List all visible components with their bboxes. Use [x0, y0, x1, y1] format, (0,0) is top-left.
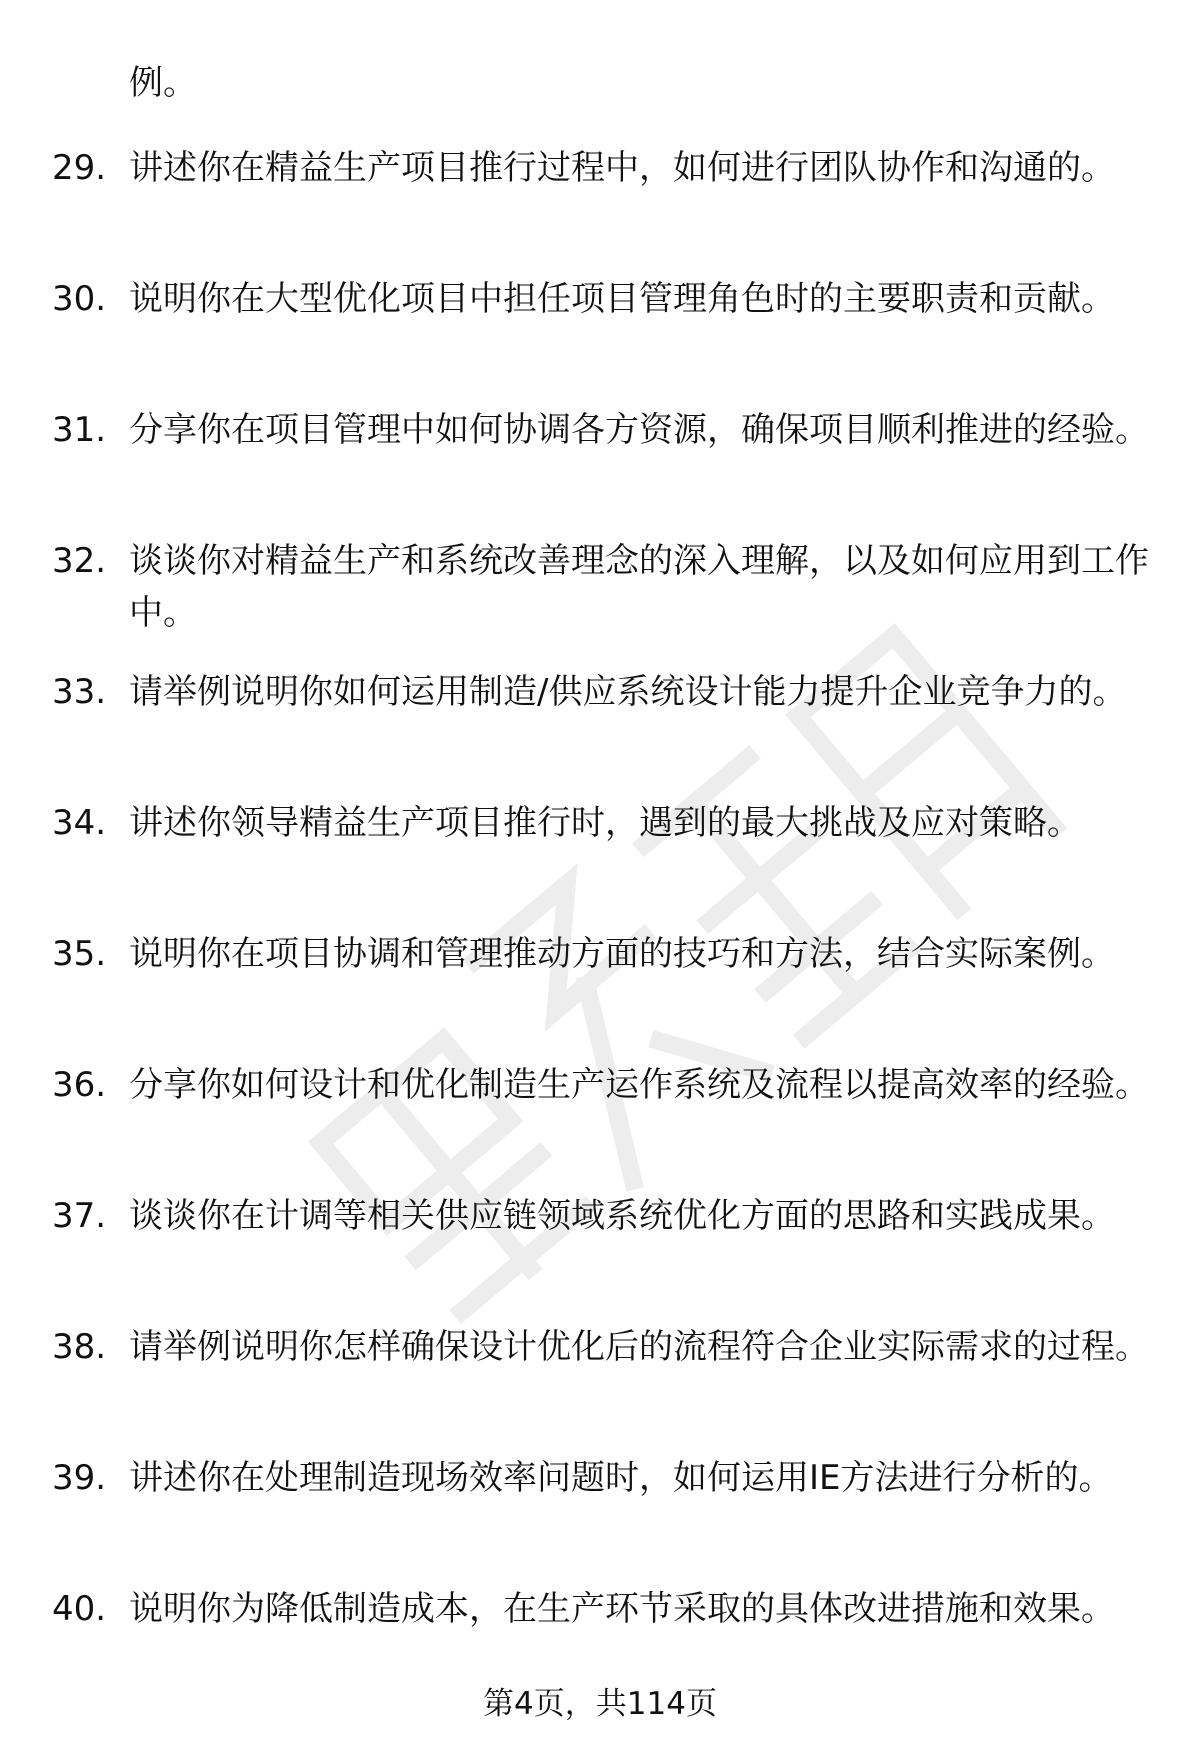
question-item — [52, 666, 1150, 770]
question-number: 31. — [52, 410, 107, 450]
question-number: 35. — [52, 934, 107, 974]
question-item — [52, 273, 1150, 377]
question-number: 34. — [52, 803, 107, 843]
question-item — [52, 1059, 1150, 1163]
question-text: 请举例说明你怎样确保设计优化后的流程符合企业实际需求的过程。 — [129, 1327, 1149, 1367]
question-item — [52, 928, 1150, 1032]
question-number: 33. — [52, 672, 107, 712]
question-item — [52, 1452, 1150, 1556]
question-number: 30. — [52, 279, 107, 319]
question-item — [52, 1321, 1150, 1425]
question-text: 谈谈你对精益生产和系统改善理念的深入理解，以及如何应用到工作中。 — [129, 541, 1149, 633]
question-item — [52, 1583, 1150, 1687]
question-text: 讲述你领导精益生产项目推行时，遇到的最大挑战及应对策略。 — [129, 803, 1081, 843]
question-number: 29. — [52, 148, 107, 188]
question-text: 讲述你在精益生产项目推行过程中，如何进行团队协作和沟通的。 — [129, 148, 1115, 188]
question-item — [52, 1190, 1150, 1294]
question-text: 说明你为降低制造成本，在生产环节采取的具体改进措施和效果。 — [129, 1589, 1115, 1629]
continued-question-text: 例。 — [129, 63, 197, 103]
question-item — [52, 142, 1150, 246]
question-number: 32. — [52, 541, 107, 581]
question-text: 分享你如何设计和优化制造生产运作系统及流程以提高效率的经验。 — [129, 1065, 1149, 1105]
question-text: 说明你在项目协调和管理推动方面的技巧和方法，结合实际案例。 — [129, 934, 1115, 974]
question-number: 40. — [52, 1589, 107, 1629]
question-number: 38. — [52, 1327, 107, 1367]
question-number: 37. — [52, 1196, 107, 1236]
question-number: 36. — [52, 1065, 107, 1105]
question-item — [52, 404, 1150, 508]
question-text: 请举例说明你如何运用制造/供应系统设计能力提升企业竞争力的。 — [129, 672, 1127, 712]
question-text: 说明你在大型优化项目中担任项目管理角色时的主要职责和贡献。 — [129, 279, 1115, 319]
question-list — [52, 142, 1150, 1714]
question-text: 分享你在项目管理中如何协调各方资源，确保项目顺利推进的经验。 — [129, 410, 1149, 450]
page-footer: 第4页，共114页 — [483, 1686, 717, 1722]
question-text: 谈谈你在计调等相关供应链领域系统优化方面的思路和实践成果。 — [129, 1196, 1115, 1236]
question-item — [52, 797, 1150, 901]
question-item — [52, 535, 1150, 639]
question-number: 39. — [52, 1458, 107, 1498]
question-text: 讲述你在处理制造现场效率问题时，如何运用IE方法进行分析的。 — [129, 1458, 1113, 1498]
